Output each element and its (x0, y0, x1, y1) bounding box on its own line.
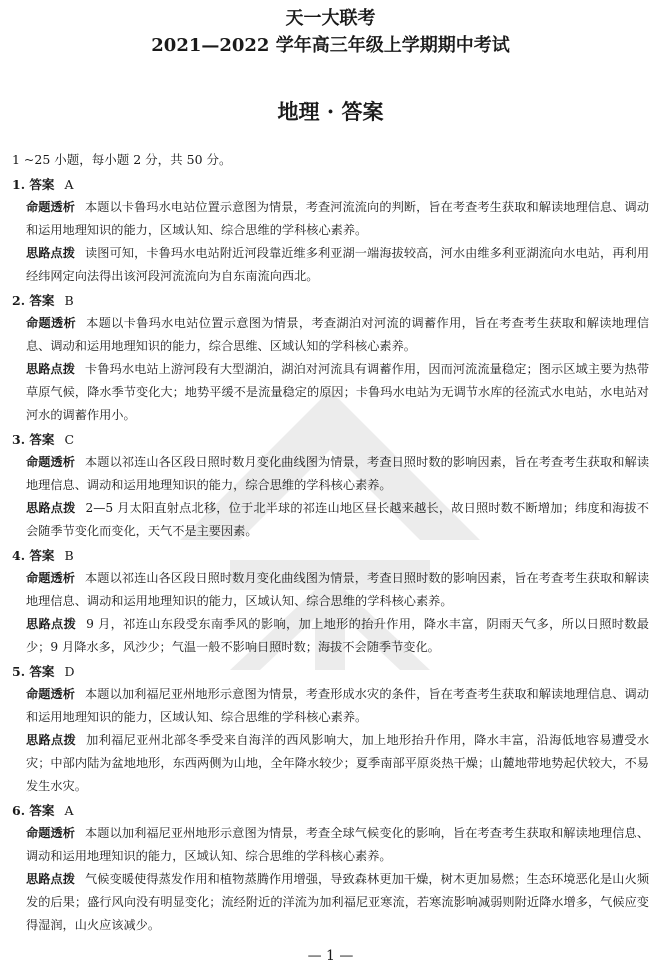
page-number: — 1 — (307, 948, 354, 964)
question-block (12, 290, 649, 427)
answer-line (12, 174, 649, 196)
answer-value: B (64, 548, 74, 563)
hint-text: 读图可知，卡鲁玛水电站附近河段靠近维多利亚湖一端海拔较高，河水由维多利亚湖流向水电站，再利用经纬网定向法得出该河段河流流向为自东南流向西北。 (26, 246, 650, 283)
analysis-label: 命题透析 (26, 571, 76, 585)
exam-title: 2021—2022 学年高三年级上学期期中考试 (151, 35, 510, 56)
analysis-paragraph (26, 683, 649, 729)
org-title: 天一大联考 (285, 8, 376, 29)
analysis-text: 本题以加利福尼亚州地形示意图为情景，考查全球气候变化的影响，旨在考查考生获取和解读地理信息、调动和运用地理知识的能力，区域认知、综合思维的学科核心素养。 (26, 826, 650, 863)
answer-label: 答案 (29, 177, 55, 192)
analysis-label: 命题透析 (26, 687, 76, 701)
hint-text: 2—5 月太阳直射点北移，位于北半球的祁连山地区昼长越来越长，故日照时数不断增加；纬度和海拔不会随季节变化而变化，天气不是主要因素。 (26, 501, 649, 538)
analysis-text: 本题以卡鲁玛水电站位置示意图为情景，考查河流流向的判断，旨在考查考生获取和解读地理信息、调动和运用地理知识的能力，区域认知、综合思维的学科核心素养。 (26, 200, 650, 237)
analysis-paragraph (26, 822, 649, 868)
answer-label: 答案 (29, 293, 55, 308)
question-block (12, 174, 649, 288)
hint-text: 气候变暖使得蒸发作用和植物蒸腾作用增强，导致森林更加干燥，树木更加易燃；生态环境恶化是山火频发的后果；盛行风向没有明显变化；流经附近的洋流为加利福尼亚寒流，若寒流影响减弱则附近降水增多，气候应变得湿润，山火应该减少。 (26, 872, 650, 932)
hint-paragraph (26, 358, 649, 427)
hint-paragraph (26, 868, 649, 937)
answer-content (12, 150, 649, 939)
question-number: 2. (12, 293, 26, 308)
analysis-label: 命题透析 (26, 200, 76, 214)
hint-label: 思路点拨 (26, 501, 76, 515)
answer-value: C (64, 432, 75, 447)
answer-label: 答案 (29, 548, 55, 563)
question-number: 1. (12, 177, 26, 192)
answer-line (12, 800, 649, 822)
question-number: 4. (12, 548, 26, 563)
intro-text: 1 ~25 小题，每小题 2 分，共 50 分。 (12, 152, 232, 167)
answer-value: B (64, 293, 74, 308)
answer-label: 答案 (29, 432, 55, 447)
hint-label: 思路点拨 (26, 362, 76, 376)
analysis-paragraph (26, 451, 649, 497)
hint-paragraph (26, 729, 649, 798)
answer-value: A (64, 803, 74, 818)
hint-label: 思路点拨 (26, 733, 77, 747)
hint-paragraph (26, 242, 649, 288)
answer-value: D (64, 664, 75, 679)
analysis-label: 命题透析 (26, 316, 77, 330)
question-number: 6. (12, 803, 26, 818)
answer-line (12, 661, 649, 683)
answer-label: 答案 (29, 803, 55, 818)
hint-text: 卡鲁玛水电站上游河段有大型湖泊，湖泊对河流具有调蓄作用，因而河流流量稳定；图示区域主要为热带草原气候，降水季节变化大；地势平缓不是流量稳定的原因；卡鲁玛水电站为无调节水库的径流式水电站，水电站对河水的调蓄作用小。 (26, 362, 650, 422)
answer-line (12, 545, 649, 567)
analysis-text: 本题以加利福尼亚州地形示意图为情景，考查形成水灾的条件，旨在考查考生获取和解读地理信息、调动和运用地理知识的能力，区域认知、综合思维的学科核心素养。 (26, 687, 650, 724)
answer-label: 答案 (29, 664, 55, 679)
answer-line (12, 429, 649, 451)
hint-label: 思路点拨 (26, 872, 76, 886)
question-block (12, 800, 649, 937)
analysis-paragraph (26, 196, 649, 242)
question-number: 5. (12, 664, 26, 679)
hint-text: 加利福尼亚州北部冬季受来自海洋的西风影响大，加上地形抬升作用，降水丰富，沿海低地容易遭受水灾；中部内陆为盆地地形，东西两侧为山地，全年降水较少；夏季南部平原炎热干燥；山麓地带地势起伏较大，不易发生水灾。 (26, 733, 650, 793)
question-list (12, 174, 649, 937)
analysis-paragraph (26, 567, 649, 613)
answer-value: A (64, 177, 74, 192)
analysis-label: 命题透析 (26, 455, 76, 469)
analysis-label: 命题透析 (26, 826, 76, 840)
question-number: 3. (12, 432, 26, 447)
analysis-text: 本题以祁连山各区段日照时数月变化曲线图为情景，考查日照时数的影响因素，旨在考查考生获取和解读地理信息、调动和运用地理知识的能力，区域认知、综合思维的学科核心素养。 (26, 571, 650, 608)
hint-paragraph (26, 613, 649, 659)
hint-paragraph (26, 497, 649, 543)
subject-title: 地理 · 答案 (277, 99, 384, 124)
question-block (12, 429, 649, 543)
hint-label: 思路点拨 (26, 246, 76, 260)
analysis-text: 本题以卡鲁玛水电站位置示意图为情景，考查湖泊对河流的调蓄作用，旨在考查考生获取和解读地理信息、调动和运用地理知识的能力，综合思维、区域认知的学科核心素养。 (26, 316, 650, 353)
question-block (12, 661, 649, 798)
analysis-text: 本题以祁连山各区段日照时数月变化曲线图为情景，考查日照时数的影响因素，旨在考查考生获取和解读地理信息、调动和运用地理知识的能力，综合思维的学科核心素养。 (26, 455, 650, 492)
question-block (12, 545, 649, 659)
hint-text: 9 月，祁连山东段受东南季风的影响，加上地形的抬升作用，降水丰富，阴雨天气多，所以日照时数最少；9 月降水多，风沙少；气温一般不影响日照时数；海拔不会随季节变化。 (26, 617, 649, 654)
analysis-paragraph (26, 312, 649, 358)
answer-line (12, 290, 649, 312)
hint-label: 思路点拨 (26, 617, 77, 631)
